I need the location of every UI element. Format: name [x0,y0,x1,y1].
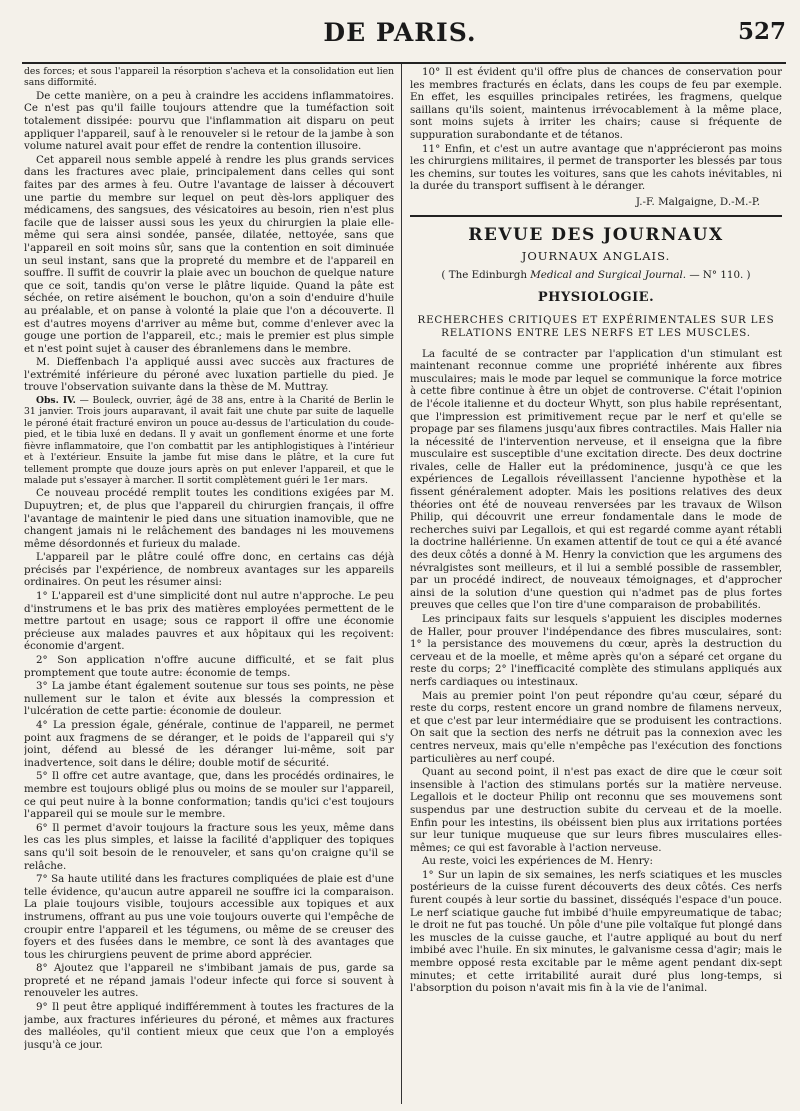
revue-title: REVUE DES JOURNAUX [468,224,724,245]
section-heading: PHYSIOLOGIE. [537,289,655,305]
revue-source [410,269,782,282]
left-column [24,66,394,1102]
source-prefix: ( The Edinburgh [441,268,531,281]
column-divider [401,64,402,1104]
advantage-item: 5° Il offre cet autre avantage, que, dans les procédés ordinaires, le membre est toujours obligé plus ou moins de se mouler sur l'appareil, ce qui peut nuire à la bonne conformation; tandis qu'ici c'est toujours l'appareil qui se moule sur le membre. [24,770,394,821]
advantage-item: 8° Ajoutez que l'appareil ne s'imbibant jamais de pus, garde sa propreté et ne répand jamais l'odeur infecte qui force si souvent à renouveler les autres. [24,962,394,1000]
right-paragraph: 1° Sur un lapin de six semaines, les nerfs sciatiques et les muscles postérieurs de la cuisse furent découverts des deux côtés. Ces nerfs furent coupés à leur sortie du bassinet, disséqués l'espace d'un pouce. Le nerf sciatique gauche fut imbibé d'huile empyreumatique de tabac; le droit ne fut pas touché. Un pôle d'une pile voltaïque fut plongé dans les muscles de la cuisse gauche, et l'autre appliqué au bout du nerf imbibé avec l'huile. En six minutes, le galvanisme cessa d'agir; mais le membre opposé resta excitable par le même agent pendant dix-sept minutes; et cette irritabilité aurait duré plus long-temps, si l'absorption du poison n'avait mis fin à la vie de l'animal. [410,868,782,995]
observation-paragraph [24,395,394,486]
advantage-item: 2° Son application n'offre aucune difficulté, et se fait plus promptement que toute autre: économie de temps. [24,654,394,679]
source-suffix: — N° 110. ) [686,268,751,281]
advantage-item: 7° Sa haute utilité dans les fractures compliquées de plaie est d'une telle évidence, qu'aucun autre appareil ne souffre ici la comparaison. La plaie toujours visible, toujours accessible aux topiques et aux instrumens, offrant au pus une voie toujours ouverte qui l'empêche de croupir entre l'appareil et les tégumens, ou même de se creuser des foyers et des fusées dans le membre, ce sont là des avantages que tous les chirurgiens peuvent de prime abord apprécier. [24,873,394,961]
header-rule [22,62,786,64]
left-paragraph: L'appareil par le plâtre coulé offre donc, en certains cas déjà précisés par l'expérience, de nombreux avantages sur les appareils ordinaires. On peut les résumer ainsi: [24,551,394,589]
revue-subtitle: JOURNAUX ANGLAIS. [521,248,671,263]
page-header-title: DE PARIS. [323,18,477,47]
author-signature: J.-F. Malgaigne, D.-M.-P. [635,195,760,208]
right-paragraph: Au reste, voici les expériences de M. Henry: [422,855,653,868]
left-paragraph: De cette manière, on a peu à craindre les accidens inflammatoires. Ce n'est pas qu'il faille toujours attendre que la tuméfaction soit totalement dissipée: pourvu que l'inflammation ait disparu on peut appliquer l'appareil, sauf à le renouveler si le retour de la jambe à son volume naturel avait pour effet de rendre la contention illusoire. [24,89,394,153]
right-column [410,66,782,1102]
article-title: RECHERCHES CRITIQUES ET EXPÉRIMENTALES SUR LES RELATIONS ENTRE LES NERFS ET LES MUSCLES. [417,313,775,339]
left-paragraph: M. Dieffenbach l'a appliqué aussi avec succès aux fractures de l'extrémité inférieure du péroné avec luxation partielle du pied. Je trouve l'observation suivante dans la thèse de M. Muttray. [24,356,394,394]
advantage-item: 11° Enfin, et c'est un autre avantage que n'apprécieront pas moins les chirurgiens militaires, il permet de transporter les blessés par tous les chemins, sur toutes les voitures, sans que les cahots inévitables, ni la durée du transport suffisent à le déranger. [410,142,782,193]
left-paragraph: Cet appareil nous semble appelé à rendre les plus grands services dans les fractures avec plaie, principalement dans celles qui sont faites par des armes à feu. Outre l'avantage de laisser à découvert une partie du membre sur lequel on peut dès-lors appliquer des médicamens, des sangsues, des vésicatoires au besoin, rien n'est plus facile que de laisser aussi sous les yeux du chirurgien la plaie elle-même qui sera ainsi sondée, pansée, dilatée, nettoyée, sans que l'appareil en soit moins sûr, sans que la contention en soit diminuée un seul instant, sans que la propreté du membre et de l'appareil en souffre. Il suffit de couvrir la plaie avec un bouchon de quelque nature que ce soit, tandis qu'on verse le plâtre liquide. Quand la pâte est séchée, on retire aisément le bouchon, qu'on a soin d'enduire d'huile au préalable, et on panse à volonté la plaie que l'on a découverte. Il est d'autres moyens d'arriver au même but, comme d'enlever avec la gouge une portion de l'appareil, etc.; mais le premier est plus simple et n'est point sujet à causer des ébranlemens dans le membre. [24,153,394,355]
observation-label: Obs. IV. [36,395,76,407]
left-paragraph: des forces; et sous l'appareil la résorption s'acheva et la consolidation eut lien sans difformité. [24,66,394,89]
observation-text: — Bouleck, ouvrier, âgé de 38 ans, entre à la Charité de Berlin le 31 janvier. Trois jours auparavant, il avait fait une chute par suite de laquelle le péroné était fracturé environ un pouce au-dessus de l'articulation du coude-pied, et le tibia luxé en dedans. Il y avait un gonflement énorme et une forte fièvre inflammatoire, que l'on combattit par les antiphlogistiques à l'intérieur et à l'extérieur. Ensuite la jambe fut mise dans le plâtre, et la cure fut tellement prompte que douze jours après on put enlever l'appareil, et que le malade put s'essayer à marcher. Il sortit complètement guéri le 1er mars. [24,395,394,486]
page-number: 527 [737,18,786,45]
right-paragraph: Les principaux faits sur lesquels s'appuient les disciples modernes de Haller, pour prouver l'indépendance des fibres musculaires, sont: 1° la persistance des mouvemens du cœur, après la destruction du cerveau et de la moelle, et même après qu'on a séparé cet organe du reste du corps; 2° l'inefficacité complète des stimulans appliqués aux nerfs cardiaques ou intestinaux. [410,613,782,688]
advantage-item: 10° Il est évident qu'il offre plus de chances de conservation pour les membres fracturés en éclats, dans les coups de feu par exemple. En effet, les esquilles principales retirées, les fragmens, quelque saillans qu'ils soient, maintenus irrévocablement à la même place, sont moins sujets à irriter les chairs; cause si fréquente de suppuration surabondante et de tétanos. [410,66,782,141]
advantage-item: 6° Il permet d'avoir toujours la fracture sous les yeux, même dans les cas les plus simples, et laisse la facilité d'appliquer des topiques sans qu'il soit besoin de le renouveler, et sans qu'on craigne qu'il se relâche. [24,821,394,872]
right-paragraph: Mais au premier point l'on peut répondre qu'au cœur, séparé du reste du corps, restent encore un grand nombre de filamens nerveux, et que c'est par leur intermédiaire que se produisent les contractions. On sait que la section des nerfs ne détruit pas la connexion avec les centres nerveux, mais qu'elle n'empêche pas l'exécution des fonctions particulières au nerf coupé. [410,689,782,765]
left-paragraph: Ce nouveau procédé remplit toutes les conditions exigées par M. Dupuytren; et, de plus que l'appareil du chirurgien français, il offre l'avantage de maintenir le pied dans une situation inamovible, que ne changent jamais ni le relâchement des bandages ni les mouvemens même désordonnés et furieux du malade. [24,487,394,550]
right-paragraph: La faculté de se contracter par l'application d'un stimulant est maintenant reconnue comme une propriété inhérente aux fibres musculaires; mais le mode par lequel se communique la force motrice à cette fibre continue à être un objet de controverse. C'était l'opinion de l'école italienne et du docteur Whytt, son plus habile représentant, que l'impression est primitivement reçue par le nerf et qu'elle se propage par ses filamens jusqu'aux fibres contractiles. Mais Haller nia la nécessité de l'intervention nerveuse, et il enseigna que la fibre musculaire est susceptible d'une excitation directe. Des deux doctrine rivales, celle de Haller eut la prédominence, jusqu'à ce que les expériences de Legallois réveillassent l'ancienne hypothèse et la fissent généralement adopter. Mais les positions relatives des deux théories ont été de nouveau renversées par les travaux de Wilson Philip, qui découvrit une erreur fondamentale dans le mode de recherches suivi par Legallois, et qui est regardé comme ayant rétabli la doctrine hallérienne. Un examen attentif de tout ce qui a été avancé des deux côtés a donné à M. Henry la conviction que les argumens des névralgistes sont meilleurs, et il lui a semblé possible de rassembler, par un procédé indirect, de nouveaux témoignages, et d'approcher ainsi de la solution d'une question qui n'admet pas de plus fortes preuves que celles que l'on tire d'une comparaison de probabilités. [410,347,782,612]
advantage-item: 1° L'appareil est d'une simplicité dont nul autre n'approche. Le peu d'instrumens et le bas prix des matières employées permettent de le mettre partout en usage; sous ce rapport il offre une économie précieuse aux malades pauvres et aux hôpitaux qui les reçoivent: économie d'argent. [24,590,394,653]
advantage-item: 9° Il peut être appliqué indifféremment à toutes les fractures de la jambe, aux fractures inférieures du péroné, et mêmes aux fractures des malléoles, qu'il contient mieux que ceux que l'on a employés jusqu'à ce jour. [24,1001,394,1051]
right-paragraph: Quant au second point, il n'est pas exact de dire que le cœur soit insensible à l'action des stimulans portés sur la matière nerveuse. Legallois et le docteur Philip ont reconnu que ses mouvemens sont suspendus par une destruction subite du cerveau et de la moelle. Enfin pour les intestins, ils obéissent bien plus aux irritations portées sur leur tunique muqueuse que sur leurs fibres musculaires elles-mêmes; ce qui est favorable à l'action nerveuse. [410,766,782,854]
source-journal: Medical and Surgical Journal. [530,268,687,281]
section-rule [410,215,782,217]
masthead [0,0,800,56]
advantage-item: 3° La jambe étant également soutenue sur tous ses points, ne pèse nullement sur le talon et évite aux blessés la compression et l'ulcération de cette partie: économie de douleur. [24,680,394,718]
advantage-item: 4° La pression égale, générale, continue de l'appareil, ne permet point aux fragmens de se déranger, et le poids de l'appareil qui s'y joint, défend au blessé de les déranger lui-même, soit par inadvertence, soit dans le délire; double motif de sécurité. [24,719,394,769]
